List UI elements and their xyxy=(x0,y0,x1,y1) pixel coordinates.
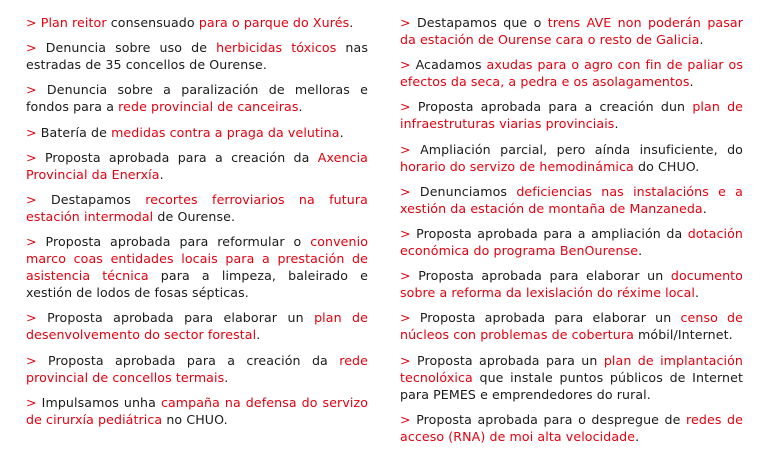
list-item xyxy=(26,39,368,73)
body-text: Proposta aprobada para reformular o xyxy=(45,234,311,250)
right-column xyxy=(400,14,743,453)
body-text: . xyxy=(339,124,344,140)
list-item xyxy=(400,225,743,259)
chevron-right-icon: > xyxy=(400,225,411,241)
highlighted-text: redes de acceso (RNA) de moi alta velocidade xyxy=(400,411,743,444)
list-item xyxy=(400,352,743,403)
highlighted-text: axudas para o agro con fin de paliar os efectos da seca, a pedra e os asolagamentos xyxy=(400,57,744,90)
highlighted-text: recortes ferroviarios na futura estación intermodal xyxy=(26,191,368,224)
list-item xyxy=(26,81,368,115)
highlighted-text: medidas contra a praga da velutina xyxy=(111,124,340,140)
body-text: Denuncia sobre uso de xyxy=(45,40,217,56)
body-text: nas estradas de 35 concellos de Ourense. xyxy=(26,40,368,73)
chevron-right-icon: > xyxy=(26,352,37,368)
list-item xyxy=(26,124,368,141)
list-item xyxy=(400,14,743,48)
list-item xyxy=(400,56,743,90)
body-text: . xyxy=(159,166,164,182)
body-text: Proposta aprobada para elaborar un xyxy=(418,268,671,284)
highlighted-text: herbicidas tóxicos xyxy=(216,40,337,56)
list-item xyxy=(26,352,368,386)
body-text: Acadamos xyxy=(415,57,487,73)
list-item xyxy=(400,98,743,132)
chevron-right-icon: > xyxy=(400,352,411,368)
chevron-right-icon: > xyxy=(26,149,37,165)
list-item xyxy=(400,309,743,343)
body-text: . xyxy=(614,116,619,132)
list-item xyxy=(26,191,368,225)
highlighted-text: dotación económica do programa BenOurense xyxy=(400,225,743,258)
chevron-right-icon: > xyxy=(400,141,411,157)
body-text: . xyxy=(298,99,303,115)
left-column xyxy=(26,14,368,436)
chevron-right-icon: > xyxy=(400,183,411,199)
body-text: . xyxy=(689,74,694,90)
highlighted-text: censo de núcleos con problemas de cobertura xyxy=(400,310,743,343)
body-text: . xyxy=(635,428,640,444)
list-item xyxy=(400,183,743,217)
body-text: consensuado xyxy=(106,15,199,30)
body-text: do CHUO. xyxy=(633,158,700,174)
body-text: . xyxy=(349,15,354,30)
chevron-right-icon: > xyxy=(400,268,411,284)
list-item xyxy=(26,233,368,301)
body-text: móbil/Internet. xyxy=(633,327,733,343)
body-text: Proposta aprobada para a creación da xyxy=(48,352,340,368)
chevron-right-icon: > xyxy=(400,15,411,30)
highlighted-text: horario do servizo de hemodinámica xyxy=(400,158,634,174)
list-item xyxy=(400,411,743,445)
chevron-right-icon: > xyxy=(26,40,37,56)
highlighted-text: Axencia Provincial da Enerxía xyxy=(26,149,368,182)
highlighted-text: trens AVE non poderán pasar da estación de Ourense cara o resto de Galicia xyxy=(400,15,743,47)
body-text: . xyxy=(695,285,700,301)
highlighted-text: convenio marco coas entidades locais para a prestación de asistencia técnica xyxy=(26,234,369,284)
body-text: Denunciamos xyxy=(419,183,517,199)
body-text: Proposta aprobada para elaborar un xyxy=(419,310,681,326)
chevron-right-icon: > xyxy=(400,411,411,427)
chevron-right-icon: > xyxy=(400,57,411,73)
body-text: Proposta aprobada para a ampliación da xyxy=(416,225,688,241)
body-text: . xyxy=(699,32,704,47)
list-item xyxy=(400,141,743,175)
body-text: Impulsamos unha xyxy=(41,394,161,410)
body-text: Destapamos que o xyxy=(416,15,548,30)
highlighted-text: Plan reitor xyxy=(40,15,107,30)
body-text: . xyxy=(638,242,643,258)
body-text: que instale puntos públicos de Internet para PEMES e emprendedores do rural. xyxy=(400,369,743,402)
body-text: . xyxy=(224,369,229,385)
list-item xyxy=(26,149,368,183)
chevron-right-icon: > xyxy=(26,234,37,250)
list-item xyxy=(400,267,743,301)
body-text: no CHUO. xyxy=(162,411,228,427)
highlighted-text: plan de implantación tecnolóxica xyxy=(400,352,743,385)
body-text: para a limpeza, baleirado e xestión de lodos de fosas sépticas. xyxy=(26,268,369,301)
body-text: Proposta aprobada para a creación dun xyxy=(417,99,693,115)
chevron-right-icon: > xyxy=(400,99,411,115)
highlighted-text: plan de infraestruturas viarias provinciais xyxy=(400,99,744,132)
body-text: Batería de xyxy=(40,124,112,140)
body-text: Proposta aprobada para un xyxy=(417,352,604,368)
chevron-right-icon: > xyxy=(26,394,37,410)
body-text: Ampliación parcial, pero aínda insuficiente, do xyxy=(420,141,743,157)
highlighted-text: plan de desenvolvemento do sector forestal xyxy=(26,310,369,343)
chevron-right-icon: > xyxy=(26,15,37,30)
chevron-right-icon: > xyxy=(26,124,37,140)
list-item xyxy=(26,394,368,428)
highlighted-text: documento sobre a reforma da lexislación do réxime local xyxy=(400,268,743,301)
body-text: Denuncia sobre a paralización de melloras e fondos para a xyxy=(26,82,369,115)
highlighted-text: campaña na defensa do servizo de cirurxía pediátrica xyxy=(26,394,368,427)
body-text: . xyxy=(256,327,261,343)
chevron-right-icon: > xyxy=(26,310,37,326)
highlighted-text: para o parque do Xurés xyxy=(198,15,350,30)
list-item xyxy=(26,309,368,343)
chevron-right-icon: > xyxy=(400,310,411,326)
chevron-right-icon: > xyxy=(26,191,37,207)
highlighted-text: rede provincial de concellos termais xyxy=(26,352,368,385)
body-text: Destapamos xyxy=(50,191,146,207)
body-text: Proposta aprobada para o despregue de xyxy=(416,411,687,427)
body-text: Proposta aprobada para a creación da xyxy=(44,149,318,165)
body-text: Proposta aprobada para elaborar un xyxy=(47,310,315,326)
body-text: de Ourense. xyxy=(153,208,236,224)
list-item xyxy=(26,14,368,31)
chevron-right-icon: > xyxy=(26,82,37,98)
body-text: . xyxy=(702,200,707,216)
highlighted-text: deficiencias nas instalacións e a xestión da estación de montaña de Manzaneda xyxy=(400,183,743,216)
highlighted-text: rede provincial de canceiras xyxy=(118,99,299,115)
